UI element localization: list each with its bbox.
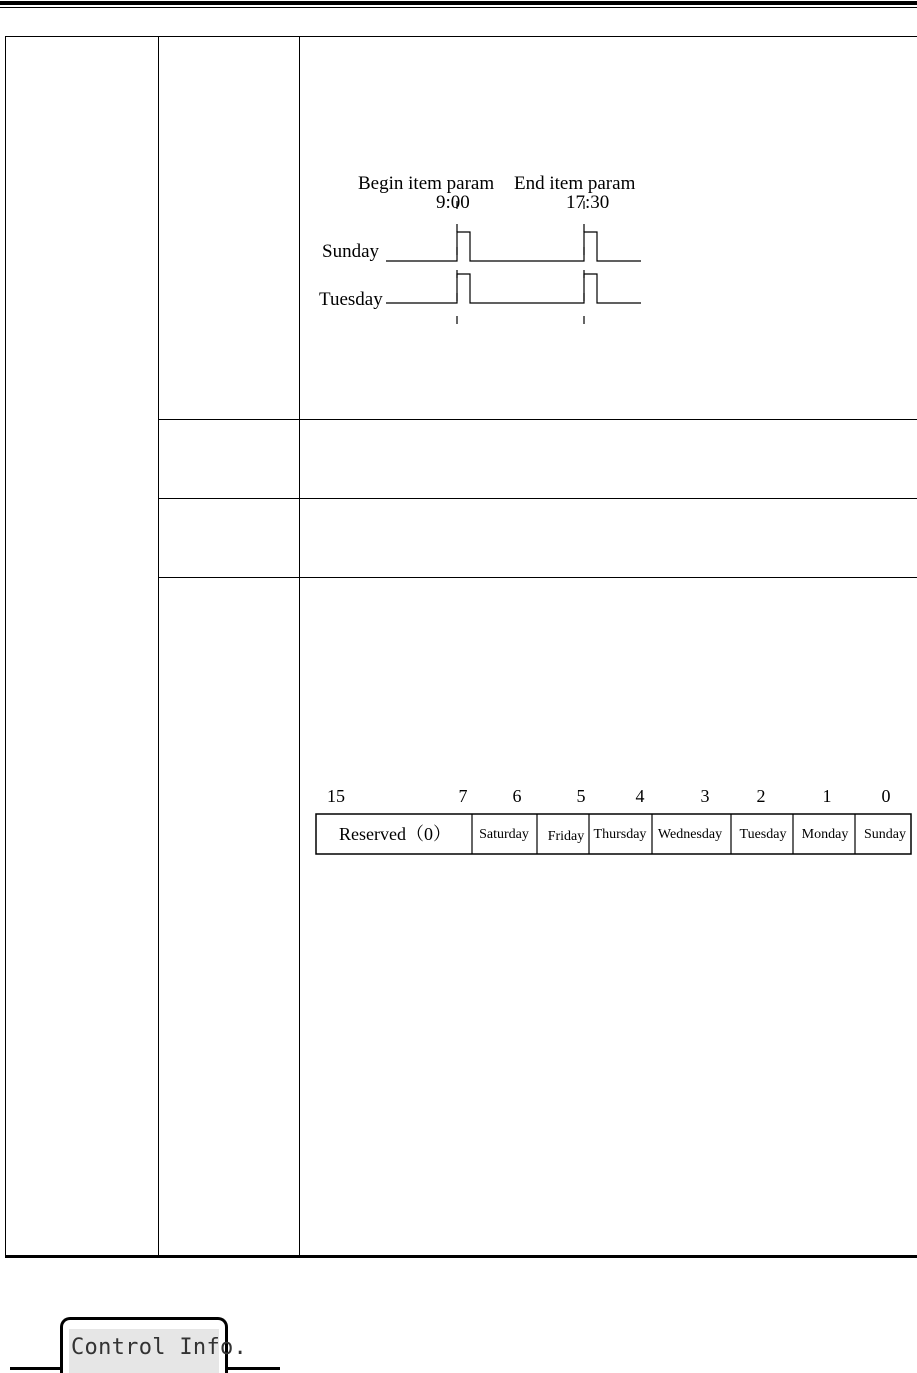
footer-section-tab [60,1317,248,1373]
table-bottom-border [5,1255,917,1258]
end-time-label: 17:30 [566,192,610,213]
register-field-saturday: Saturday [479,827,529,842]
header-rule-thin [0,7,917,8]
sunday-signal-line [386,232,641,261]
begin-time-label: 9:00 [436,192,470,213]
timing-row-label: Tuesday [319,289,383,310]
bit-number-label: 3 [700,786,710,806]
bit-number-label: 0 [881,786,891,806]
bit-number-label: 1 [822,786,832,806]
end-item-param-label: End item param [514,173,636,194]
timing-row-label: Sunday [322,241,379,262]
header-rule-thick [0,1,917,5]
tuesday-signal-line [386,274,641,303]
timing-diagram [310,165,660,340]
table-left-border [5,36,6,1256]
table-row-divider-1 [158,419,917,420]
footer-tab-label: Control Info. [71,1335,248,1360]
begin-item-param-label: Begin item param [358,173,495,194]
table-row-divider-2 [158,498,917,499]
register-field-tuesday: Tuesday [739,827,787,842]
footer-tab-line-left [10,1367,63,1370]
table-row-divider-3 [158,577,917,578]
table-col-divider-2 [299,36,300,1256]
footer-tab-line-right [225,1367,280,1370]
table-top-border [5,36,917,37]
bit-number-label: 5 [576,786,586,806]
bit-number-label: 6 [512,786,522,806]
register-field-reserved: Reserved（0） [339,824,451,844]
register-field-wednesday: Wednesday [657,827,723,842]
weekday-register-diagram [310,780,917,860]
bit-number-label: 2 [756,786,766,806]
table-col-divider-1 [158,36,159,1256]
register-field-thursday: Thursday [593,827,647,842]
register-field-monday: Monday [801,827,849,842]
register-field-sunday: Sunday [864,827,906,842]
bit-number-label: 15 [327,786,345,806]
bit-number-label: 7 [458,786,468,806]
bit-number-label: 4 [635,786,645,806]
register-field-friday: Friday [547,829,585,844]
